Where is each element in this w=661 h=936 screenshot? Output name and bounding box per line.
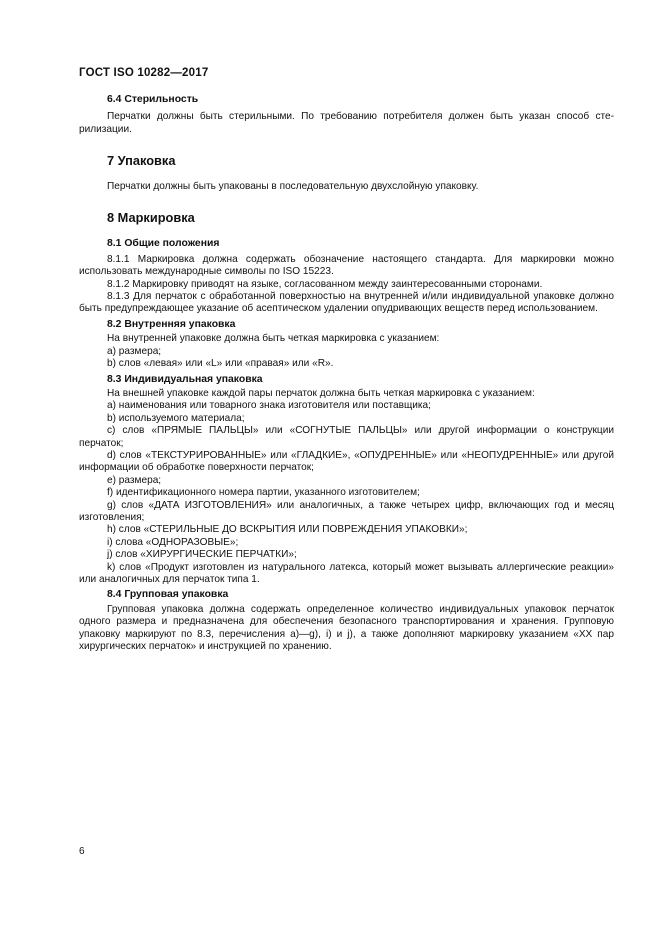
section-7-text: Перчатки должны быть упакованы в последовательную двухслойную упаковку.	[107, 180, 479, 192]
clause-8-1-3: 8.1.3 Для перчаток с обработанной поверхностью на внутренней и/или индивидуальной упаковке должно быть предупреждающее указание об асептическом удалении опудривающих веществ перед использованием.	[79, 291, 614, 315]
list-item: i) слова «ОДНОРАЗОВЫЕ»;	[107, 536, 239, 548]
section-7-title: 7 Упаковка	[107, 153, 176, 169]
section-8-4-title: 8.4 Групповая упаковка	[107, 589, 229, 601]
section-8-2-title: 8.2 Внутренняя упаковка	[107, 318, 236, 330]
list-item: b) используемого материала;	[107, 412, 245, 424]
section-8-2-intro: На внутренней упаковке должна быть четкая маркировка с указанием:	[107, 333, 440, 345]
list-item: d) слов «ТЕКСТУРИРОВАННЫЕ» или «ГЛАДКИЕ», «ОПУДРЕННЫЕ» или «НЕОПУДРЕННЫЕ» или другой информации об обработке поверхности перчаток;	[79, 449, 614, 474]
document-body	[79, 94, 614, 653]
section-6-4-title: 6.4 Стерильность	[107, 94, 199, 105]
list-item: b) слов «левая» или «L» или «правая» или «R».	[107, 358, 334, 370]
section-8-3-title: 8.3 Индивидуальная упаковка	[107, 373, 263, 385]
list-item: e) размера;	[107, 474, 162, 486]
list-item: a) наименования или товарного знака изготовителя или поставщика;	[107, 400, 431, 412]
list-item: j) слов «ХИРУРГИЧЕСКИЕ ПЕРЧАТКИ»;	[107, 549, 297, 561]
section-8-3-intro: На внешней упаковке каждой пары перчаток должна быть четкая маркировка с указанием:	[107, 387, 535, 399]
list-item: a) размера;	[107, 345, 162, 357]
list-item: h) слов «СТЕРИЛЬНЫЕ ДО ВСКРЫТИЯ ИЛИ ПОВРЕЖДЕНИЯ УПАКОВКИ»;	[107, 524, 468, 536]
section-8-title: 8 Маркировка	[107, 210, 195, 226]
list-item: c) слов «ПРЯМЫЕ ПАЛЬЦЫ» или «СОГНУТЫЕ ПАЛЬЦЫ» или другой информации о конструкции перчаток;	[79, 425, 614, 449]
clause-8-1-1: 8.1.1 Маркировка должна содержать обозначение настоящего стандарта. Для маркировки можно использовать международные символы по ISO 15223.	[79, 253, 614, 278]
list-item: f) идентификационного номера партии, указанного изготовителем;	[107, 487, 420, 499]
section-6-4-text: Перчатки должны быть стерильными. По требованию потребителя должен быть указан способ стерилизации.	[79, 111, 614, 135]
list-item: g) слов «ДАТА ИЗГОТОВЛЕНИЯ» или аналогичных, а также четырех цифр, включающих год и месяц изготовления;	[79, 499, 614, 523]
page-number: 6	[79, 846, 85, 857]
clause-8-1-2: 8.1.2 Маркировку приводят на языке, согласованном между заинтересованными сторонами.	[107, 278, 543, 290]
list-item: k) слов «Продукт изготовлен из натурального латекса, который может вызывать аллергические реакции» или аналогичных для перчаток типа 1.	[79, 561, 614, 585]
section-8-4-text: Групповая упаковка должна содержать определенное количество индивидуальных упаковок перчаток одного размера и предназначена для обеспечения безопасного транспортирования и хранения. Групповую упаковку маркируют по 8.3, перечисления а)—g), i) и j), а также дополняют маркировку указанием «XX пар хирургических перчаток» и инструкцией по хранению.	[79, 603, 614, 653]
page-header: ГОСТ ISO 10282—2017	[79, 67, 209, 79]
section-8-1-title: 8.1 Общие положения	[107, 238, 220, 250]
